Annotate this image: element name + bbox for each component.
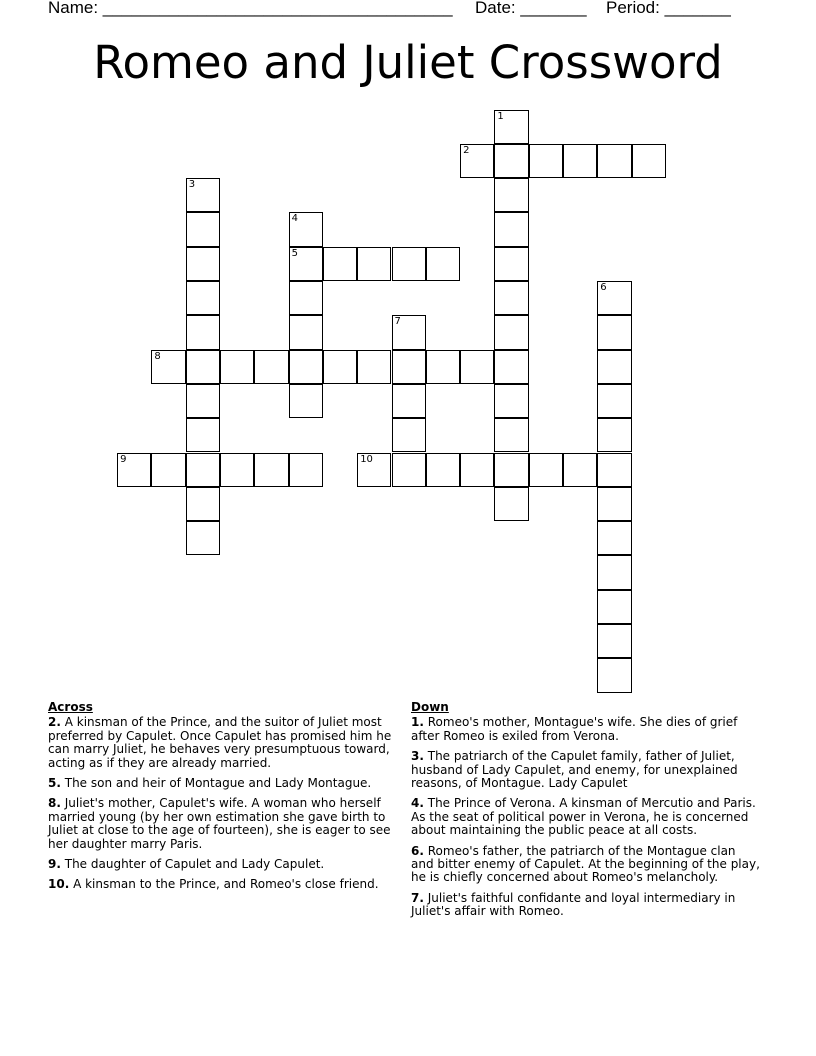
down-clue — [411, 716, 761, 743]
crossword-cell[interactable] — [597, 315, 631, 349]
clue-text: Romeo's father, the patriarch of the Montague clan and bitter enemy of Capulet. At the beginning of the play, he is chiefly concerned about Romeo's melancholy. — [411, 843, 760, 885]
crossword-cell[interactable] — [460, 144, 494, 178]
crossword-cell[interactable] — [323, 350, 357, 384]
crossword-cell[interactable] — [392, 384, 426, 418]
across-clue — [48, 858, 408, 871]
name-field[interactable]: Name: _____________________________________ — [48, 0, 453, 17]
clue-text: The patriarch of the Capulet family, father of Juliet, husband of Lady Capulet, and enemy, for unexplained reasons, of Montague. Lady Capulet — [411, 749, 738, 791]
clue-text: A kinsman to the Prince, and Romeo's close friend. — [69, 877, 379, 892]
crossword-cell[interactable] — [392, 315, 426, 349]
crossword-cell[interactable] — [494, 453, 528, 487]
clue-text: Juliet's mother, Capulet's wife. A woman who herself married young (by her own estimation she gave birth to Juliet at close to the age of fourteen), she is eager to see her daughter marry Paris. — [48, 796, 391, 851]
crossword-cell[interactable] — [529, 144, 563, 178]
crossword-cell[interactable] — [357, 350, 391, 384]
clue-text: The son and heir of Montague and Lady Montague. — [60, 776, 372, 791]
crossword-cell[interactable] — [289, 384, 323, 418]
clue-number: 7 — [394, 316, 401, 328]
clue-number: 9 — [120, 453, 127, 465]
crossword-cell[interactable] — [392, 350, 426, 384]
clue-number: 2. — [48, 715, 61, 730]
crossword-cell[interactable] — [597, 487, 631, 521]
crossword-cell[interactable] — [460, 453, 494, 487]
clue-number: 5. — [48, 776, 61, 791]
crossword-cell[interactable] — [597, 384, 631, 418]
crossword-cell[interactable] — [186, 487, 220, 521]
crossword-cell[interactable] — [254, 453, 288, 487]
down-clue — [411, 797, 761, 837]
clue-number: 10. — [48, 877, 70, 892]
clue-number: 2 — [463, 144, 470, 156]
crossword-cell[interactable] — [117, 453, 151, 487]
crossword-cell[interactable] — [494, 384, 528, 418]
crossword-cell[interactable] — [494, 350, 528, 384]
clue-number: 8 — [154, 350, 161, 362]
clue-number: 6. — [411, 843, 424, 858]
down-clue — [411, 845, 761, 885]
crossword-cell[interactable] — [186, 453, 220, 487]
crossword-cell[interactable] — [563, 144, 597, 178]
crossword-cell[interactable] — [186, 247, 220, 281]
across-clue — [48, 777, 408, 790]
crossword-cell[interactable] — [494, 178, 528, 212]
clue-text: The Prince of Verona. A kinsman of Mercutio and Paris. As the seat of political power in Verona, he is concerned about maintaining the public peace at all costs. — [411, 796, 756, 838]
crossword-cell[interactable] — [289, 281, 323, 315]
across-clue — [48, 797, 408, 851]
clue-number: 5 — [291, 247, 298, 259]
crossword-cell[interactable] — [186, 315, 220, 349]
across-clue — [48, 716, 408, 770]
crossword-cell[interactable] — [494, 247, 528, 281]
clue-number: 1 — [497, 110, 504, 122]
crossword-cell[interactable] — [323, 247, 357, 281]
clue-number: 3. — [411, 749, 424, 764]
crossword-cell[interactable] — [289, 247, 323, 281]
clue-number: 4. — [411, 796, 424, 811]
clue-number: 7. — [411, 890, 424, 905]
crossword-cell[interactable] — [289, 315, 323, 349]
crossword-cell[interactable] — [392, 453, 426, 487]
crossword-cell[interactable] — [494, 144, 528, 178]
clue-number: 9. — [48, 857, 61, 872]
crossword-cell[interactable] — [597, 144, 631, 178]
crossword-cell[interactable] — [220, 350, 254, 384]
crossword-cell[interactable] — [186, 384, 220, 418]
clue-text: A kinsman of the Prince, and the suitor of Juliet most preferred by Capulet. Once Capulet has promised him he can marry Juliet, he behaves very presumptuous toward, acting as if they are already married. — [48, 715, 392, 770]
crossword-cell[interactable] — [289, 453, 323, 487]
crossword-cell[interactable] — [529, 453, 563, 487]
crossword-cell[interactable] — [494, 212, 528, 246]
clue-number: 6 — [600, 282, 607, 293]
clue-text: Romeo's mother, Montague's wife. She dies of grief after Romeo is exiled from Verona. — [411, 715, 738, 743]
crossword-cell[interactable] — [597, 281, 631, 315]
crossword-cell[interactable] — [151, 350, 185, 384]
clue-number: 10 — [360, 453, 373, 465]
crossword-cell[interactable] — [494, 487, 528, 521]
crossword-cell[interactable] — [151, 453, 185, 487]
crossword-cell[interactable] — [426, 247, 460, 281]
crossword-cell[interactable] — [186, 281, 220, 315]
crossword-cell[interactable] — [392, 247, 426, 281]
crossword-cell[interactable] — [392, 418, 426, 452]
clue-number: 4 — [291, 213, 298, 225]
crossword-cell[interactable] — [254, 350, 288, 384]
crossword-cell[interactable] — [597, 624, 631, 658]
crossword-cell[interactable] — [597, 350, 631, 384]
crossword-cell[interactable] — [597, 555, 631, 589]
crossword-cell[interactable] — [460, 350, 494, 384]
clue-number: 8. — [48, 796, 61, 811]
crossword-cell[interactable] — [426, 350, 460, 384]
crossword-cell[interactable] — [186, 521, 220, 555]
crossword-cell[interactable] — [289, 212, 323, 246]
crossword-cell[interactable] — [220, 453, 254, 487]
clue-text: Juliet's faithful confidante and loyal intermediary in Juliet's affair with Romeo. — [411, 890, 736, 919]
crossword-cell[interactable] — [289, 350, 323, 384]
crossword-cell[interactable] — [494, 315, 528, 349]
crossword-cell[interactable] — [597, 418, 631, 452]
crossword-cell[interactable] — [186, 418, 220, 452]
crossword-cell[interactable] — [632, 144, 666, 178]
crossword-cell[interactable] — [597, 658, 631, 692]
down-clue — [411, 750, 761, 790]
crossword-cell[interactable] — [494, 281, 528, 315]
crossword-cell[interactable] — [597, 521, 631, 555]
page-title: Romeo and Juliet Crossword — [93, 36, 723, 89]
crossword-cell[interactable] — [597, 453, 631, 487]
across-heading: Across — [48, 700, 93, 714]
crossword-cell[interactable] — [597, 590, 631, 624]
crossword-cell[interactable] — [186, 212, 220, 246]
clue-number: 3 — [188, 179, 196, 191]
crossword-cell[interactable] — [494, 418, 528, 452]
period-field[interactable]: Period: _______ — [606, 0, 731, 17]
clue-text: The daughter of Capulet and Lady Capulet. — [60, 857, 325, 872]
down-heading: Down — [411, 700, 449, 714]
across-clue — [48, 878, 408, 891]
down-clues — [411, 701, 761, 926]
date-field[interactable]: Date: _______ — [475, 0, 587, 17]
across-clues — [48, 701, 408, 899]
crossword-cell[interactable] — [494, 110, 528, 144]
crossword-cell[interactable] — [357, 247, 391, 281]
crossword-cell[interactable] — [563, 453, 597, 487]
crossword-cell[interactable] — [186, 178, 220, 212]
crossword-cell[interactable] — [186, 350, 220, 384]
crossword-cell[interactable] — [357, 453, 391, 487]
down-clue — [411, 892, 761, 919]
clue-number: 1. — [411, 715, 424, 730]
crossword-cell[interactable] — [426, 453, 460, 487]
